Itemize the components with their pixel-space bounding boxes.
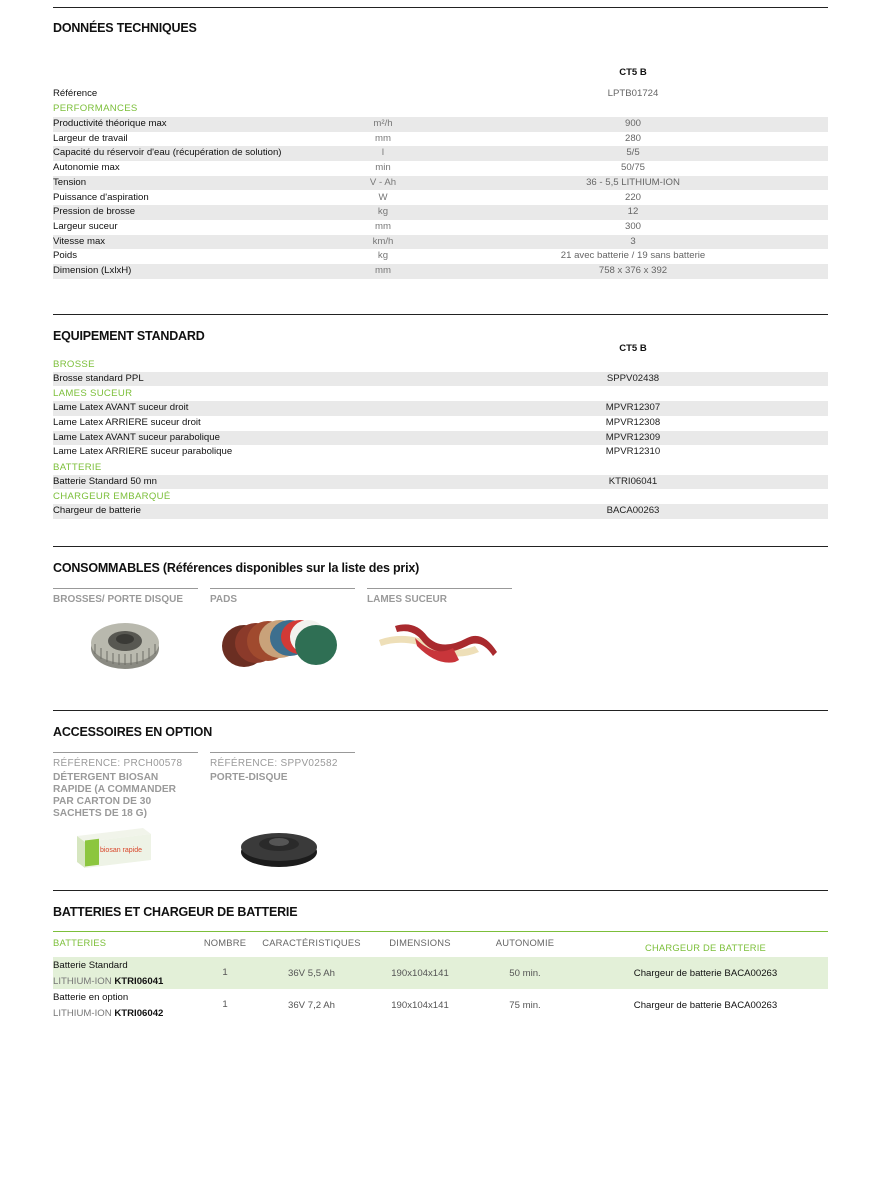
col-autonomie: AUTONOMIE — [495, 937, 555, 948]
tech-row — [53, 117, 828, 132]
battery-charger: Chargeur de batterie BACA00263 — [633, 968, 778, 979]
tech-row-unit: mm — [375, 132, 391, 144]
tech-row — [53, 191, 828, 206]
tech-row-value: 300 — [624, 220, 641, 232]
tech-row — [53, 249, 828, 264]
accessory-divider — [53, 752, 198, 753]
tech-row — [53, 146, 828, 161]
reference-value: LPTB01724 — [607, 88, 659, 99]
tech-row-unit: mm — [375, 265, 391, 276]
equip-row — [53, 504, 828, 519]
equip-row-value: KTRI06041 — [608, 475, 658, 487]
section-divider — [53, 890, 828, 891]
equip-row — [53, 416, 828, 431]
col-caract: CARACTÉRISTIQUES — [262, 937, 361, 948]
tech-row-value: 21 avec batterie / 19 sans batterie — [560, 250, 706, 262]
tech-row-value: 50/75 — [620, 162, 645, 174]
equip-row-label: Brosse standard PPL — [53, 372, 144, 384]
equip-row-label: Lame Latex AVANT suceur parabolique — [53, 431, 220, 443]
equip-row-label: Lame Latex AVANT suceur droit — [53, 402, 189, 414]
equip-row-label: Lame Latex ARRIERE suceur droit — [53, 416, 201, 428]
tech-row-unit: m²/h — [373, 118, 393, 129]
battery-type: LITHIUM-ION KTRI06041 — [53, 976, 164, 987]
battery-nombre: 1 — [222, 999, 228, 1010]
detergent-box-image — [73, 826, 153, 870]
tech-row-unit: min — [375, 162, 391, 174]
detergent-box-text: biosan rapide — [99, 847, 143, 854]
col-chargeur: CHARGEUR DE BATTERIE — [644, 942, 767, 953]
tech-row — [53, 176, 828, 191]
tech-row-value: 36 - 5,5 LITHIUM-ION — [586, 176, 680, 188]
battery-name: Batterie Standard — [53, 960, 128, 971]
section-divider — [53, 7, 828, 8]
col-dims: DIMENSIONS — [389, 937, 451, 948]
tech-row-value: 220 — [624, 191, 641, 203]
tech-row-value: 758 x 376 x 392 — [598, 265, 668, 276]
pads-image — [220, 618, 338, 670]
accessory-1-ref: RÉFÉRENCE: PRCH00578 — [53, 758, 183, 769]
equip-row-value: MPVR12309 — [605, 431, 661, 443]
battery-row — [53, 957, 828, 989]
consumable-pads-label: PADS — [210, 594, 238, 605]
battery-row — [53, 989, 828, 1021]
equip-section-title: EQUIPEMENT STANDARD — [53, 329, 205, 343]
battery-dims: 190x104x141 — [391, 968, 449, 979]
tech-row-label: Dimension (LxlxH) — [53, 265, 132, 276]
battery-name: Batterie en option — [53, 992, 129, 1003]
tech-row — [53, 205, 828, 220]
equip-row-label: Batterie Standard 50 mn — [53, 475, 157, 487]
battery-autonomie: 75 min. — [509, 1000, 541, 1011]
tech-row-unit: l — [381, 147, 385, 159]
tech-row-label: Tension — [53, 176, 87, 188]
tech-model-header: CT5 B — [619, 67, 647, 78]
consumable-brushes-label: BROSSES/ PORTE DISQUE — [53, 594, 184, 605]
col-nombre: NOMBRE — [203, 937, 247, 948]
section-divider — [53, 546, 828, 547]
tech-row-label: Largeur de travail — [53, 132, 128, 144]
tech-row-label: Puissance d'aspiration — [53, 191, 149, 203]
pad-holder-image — [239, 826, 319, 870]
tech-category: PERFORMANCES — [53, 103, 138, 114]
battery-type: LITHIUM-ION KTRI06042 — [53, 1008, 164, 1019]
tech-row-label: Poids — [53, 250, 77, 262]
battery-charger: Chargeur de batterie BACA00263 — [633, 1000, 778, 1011]
tech-row-value: 900 — [624, 118, 641, 129]
tech-row-value: 12 — [627, 206, 639, 218]
equip-row-value: SPPV02438 — [606, 372, 660, 384]
tech-row-unit: mm — [375, 220, 391, 232]
equip-category: BROSSE — [53, 359, 95, 370]
accessory-1-name: DÉTERGENT BIOSAN RAPIDE (A COMMANDER PAR CARTON DE 30 SACHETS DE 18 G) — [53, 772, 177, 819]
accessory-divider — [210, 752, 355, 753]
tech-row-unit: kg — [377, 206, 389, 218]
tech-row — [53, 161, 828, 176]
tech-row-value: 5/5 — [626, 147, 640, 159]
tech-row-value: 3 — [630, 235, 636, 247]
battery-caract: 36V 7,2 Ah — [288, 1000, 335, 1011]
equip-row-value: MPVR12307 — [605, 402, 661, 414]
equip-row — [53, 401, 828, 416]
col-batteries: BATTERIES — [53, 937, 107, 948]
tech-row — [53, 235, 828, 250]
tech-row-label: Autonomie max — [53, 162, 120, 174]
tech-row-label: Vitesse max — [53, 235, 106, 247]
accessories-section-title: ACCESSOIRES EN OPTION — [53, 725, 213, 739]
equip-row-value: MPVR12308 — [605, 416, 661, 428]
tech-row-unit: W — [378, 191, 388, 203]
equip-category: BATTERIE — [53, 461, 102, 473]
battery-ref: KTRI06041 — [114, 976, 164, 987]
equip-row-label: Lame Latex ARRIERE suceur parabolique — [53, 446, 233, 458]
section-divider — [53, 314, 828, 315]
battery-caract: 36V 5,5 Ah — [288, 968, 335, 979]
tech-row-value: 280 — [624, 132, 641, 144]
tech-row-unit: V - Ah — [369, 176, 397, 188]
equip-row — [53, 445, 828, 460]
battery-dims: 190x104x141 — [391, 1000, 449, 1011]
consumable-blades-label: LAMES SUCEUR — [367, 594, 448, 605]
equip-row-value: BACA00263 — [606, 505, 660, 516]
equip-model-header: CT5 B — [619, 343, 647, 354]
tech-reference-row — [53, 87, 828, 102]
equip-row — [53, 431, 828, 446]
tech-row-label: Productivité théorique max — [53, 118, 167, 129]
battery-ref: KTRI06042 — [114, 1008, 164, 1019]
section-divider — [53, 710, 828, 711]
reference-label: Référence — [53, 88, 98, 99]
tech-row-unit: km/h — [372, 235, 394, 247]
tech-row-label: Largeur suceur — [53, 220, 118, 232]
tech-section-title: DONNÉES TECHNIQUES — [53, 21, 197, 35]
blades-image — [375, 618, 499, 668]
tech-row-label: Pression de brosse — [53, 206, 136, 218]
tech-row — [53, 220, 828, 235]
tech-row-unit: kg — [377, 250, 389, 262]
tech-row — [53, 132, 828, 147]
equip-row-label: Chargeur de batterie — [53, 505, 141, 516]
accessory-2-ref: RÉFÉRENCE: SPPV02582 — [210, 758, 338, 769]
batteries-header-rule — [53, 931, 828, 932]
equip-row — [53, 372, 828, 387]
tech-row-label: Capacité du réservoir d'eau (récupération de solution) — [53, 147, 282, 159]
battery-autonomie: 50 min. — [509, 968, 541, 979]
consumables-section-title: CONSOMMABLES (Références disponibles sur la liste des prix) — [53, 561, 420, 575]
accessory-2-name: PORTE-DISQUE — [210, 772, 288, 783]
equip-category: CHARGEUR EMBARQUÉ — [53, 491, 171, 503]
tech-row — [53, 264, 828, 279]
battery-nombre: 1 — [222, 967, 228, 978]
batteries-section-title: BATTERIES ET CHARGEUR DE BATTERIE — [53, 905, 298, 919]
equip-category: LAMES SUCEUR — [53, 388, 133, 400]
equip-row — [53, 475, 828, 490]
brush-image — [87, 614, 163, 672]
equip-row-value: MPVR12310 — [605, 446, 661, 458]
